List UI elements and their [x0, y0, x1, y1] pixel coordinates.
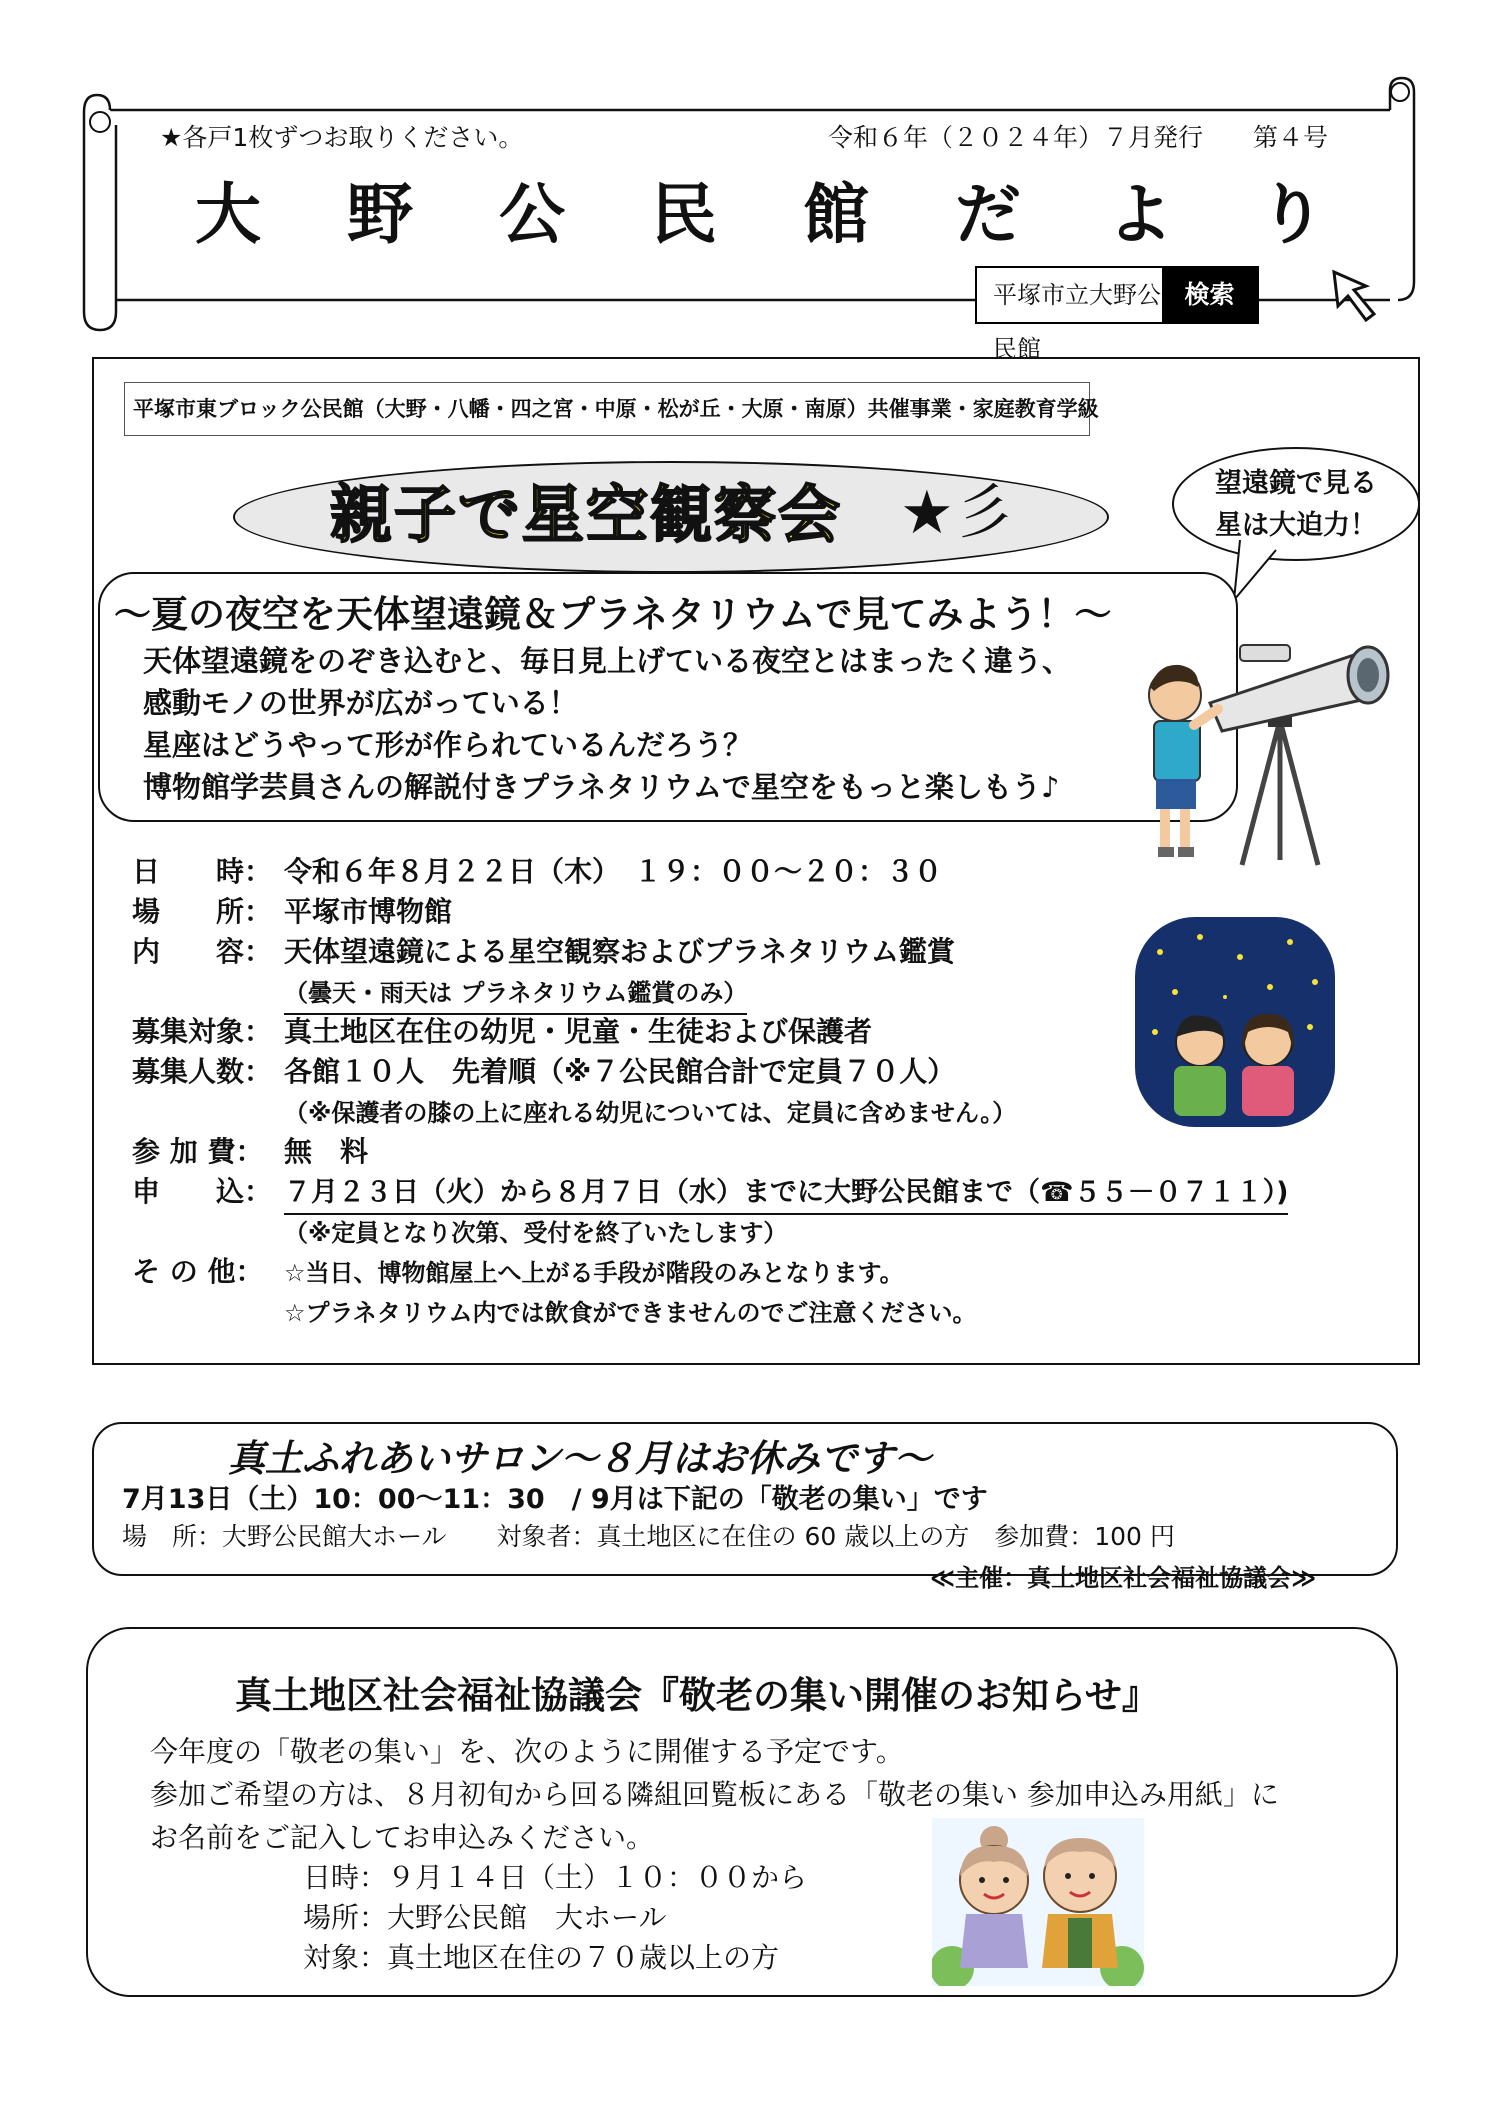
event-title: 親子で星空観察会: [330, 478, 843, 551]
description-line: 天体望遠鏡をのぞき込むと、毎日見上げている夜空とはまったく違う、: [143, 644, 1072, 678]
keiro-title: 真土地区社会福祉協議会『敬老の集い開催のお知らせ』: [235, 1674, 1159, 1717]
keiro-detail-line: 日時：９月１４日（土）１０：００から: [303, 1861, 808, 1894]
keiro-text-line: お名前をご記入してお申込みください。: [150, 1821, 655, 1854]
cursor-icon: [1330, 268, 1390, 328]
salon-organizer: ≪主催：真土地区社会福祉協議会≫: [930, 1564, 1317, 1592]
detail-row-other: [132, 1252, 904, 1292]
title-char: り: [1259, 176, 1325, 253]
detail-row-content-note: [132, 972, 747, 1012]
elderly-couple-illustration: [932, 1818, 1144, 1986]
keiro-details: [303, 1858, 807, 1978]
detail-value: 各館１０人 先着順（※７公民館合計で定員７０人）: [284, 1055, 956, 1088]
event-description: [143, 640, 1071, 808]
newsletter-title: [195, 175, 1325, 255]
salon-title: 真土ふれあいサロン～８月はお休みです～: [228, 1437, 931, 1480]
detail-label: 参 加 費：: [132, 1135, 264, 1168]
detail-label: 募集人数：: [132, 1055, 273, 1088]
detail-row-application-note: [132, 1212, 787, 1252]
detail-label: 場 所：: [132, 895, 273, 928]
detail-row-fee: [132, 1132, 368, 1172]
title-char: だ: [955, 176, 1021, 253]
detail-label: そ の 他：: [132, 1255, 264, 1288]
description-line: 感動モノの世界が広がっている！: [143, 686, 578, 720]
detail-label: 募集対象：: [132, 1015, 273, 1048]
detail-value: 無 料: [284, 1135, 369, 1168]
title-char: 館: [803, 176, 869, 253]
keiro-text-line: 今年度の「敬老の集い」を、次のように開催する予定です。: [150, 1735, 904, 1768]
detail-value: 平塚市博物館: [284, 895, 453, 928]
keiro-detail-line: 場所：大野公民館 大ホール: [303, 1901, 667, 1934]
title-char: 野: [347, 176, 413, 253]
salon-details: 場 所：大野公民館大ホール 対象者：真土地区に在住の 60 歳以上の方 参加費：100 円: [122, 1522, 1175, 1551]
description-line: 博物館学芸員さんの解説付きプラネタリウムで星空をもっと楽しもう♪: [143, 770, 1060, 804]
detail-value: （※定員となり次第、受付を終了いたします）: [284, 1219, 788, 1247]
bubble-tail: [1230, 540, 1300, 610]
keiro-text-line: 参加ご希望の方は、８月初旬から回る隣組回覧板にある「敬老の集い 参加申込み用紙」に: [150, 1778, 1279, 1811]
detail-row-venue: [132, 892, 452, 932]
title-char: よ: [1107, 176, 1173, 253]
organizer-label: 平塚市東ブロック公民館（大野・八幡・四之宮・中原・松が丘・大原・南原）共催事業・家庭教育学級: [124, 382, 1090, 436]
detail-row-capacity-note: [132, 1092, 1016, 1132]
description-line: 星座はどうやって形が作られているんだろう？: [143, 728, 753, 762]
detail-row-datetime: [132, 852, 942, 892]
distribution-notice: ★各戸1枚ずつお取りください。: [160, 123, 524, 152]
search-graphic: [975, 266, 1259, 363]
search-query-text: 平塚市立大野公民館: [993, 281, 1161, 363]
planetarium-illustration: [1130, 912, 1340, 1132]
event-subtitle: ～夏の夜空を天体望遠鏡＆プラネタリウムで見てみよう！～: [114, 593, 1112, 636]
title-char: 公: [499, 176, 565, 253]
telescope-illustration: [1130, 625, 1415, 875]
detail-row-content: [132, 932, 955, 972]
detail-label: 申 込：: [132, 1175, 273, 1208]
bubble-line: 望遠鏡で見る: [1215, 468, 1377, 499]
title-char: 民: [651, 176, 717, 253]
detail-value: 真土地区在住の幼児・児童・生徒および保護者: [284, 1015, 873, 1048]
detail-value: （曇天・雨天は プラネタリウム鑑賞のみ）: [284, 973, 747, 1015]
issue-info: 令和６年（２０２４年）７月発行 第４号: [828, 123, 1329, 152]
bubble-line: 星は大迫力！: [1215, 510, 1377, 541]
detail-value: ７月２３日（火）から８月７日（水）までに大野公民館まで（☎５５－０７１１）): [284, 1173, 1288, 1215]
salon-datetime: 7月13日（土）10：00～11：30 / 9月は下記の「敬老の集い」です: [122, 1484, 988, 1515]
header-scroll: [0, 0, 1489, 363]
search-button-graphic: 検索: [1162, 268, 1257, 322]
detail-row-application: [132, 1172, 1288, 1212]
detail-label: 日 時：: [132, 855, 273, 888]
keiro-detail-line: 対象：真土地区在住の７０歳以上の方: [303, 1941, 780, 1974]
detail-row-capacity: [132, 1052, 955, 1092]
detail-label: 内 容：: [132, 935, 273, 968]
detail-value: ☆プラネタリウム内では飲食ができませんのでご注意ください。: [284, 1299, 977, 1327]
detail-value: 令和６年８月２２日（木） １９：００～２０：３０: [284, 855, 943, 888]
title-char: 大: [195, 176, 261, 253]
detail-row-target: [132, 1012, 872, 1052]
detail-value: 天体望遠鏡による星空観察およびプラネタリウム鑑賞: [284, 935, 955, 968]
detail-row-other-2: [132, 1292, 977, 1332]
shooting-star-icon: ★彡: [900, 478, 1014, 548]
detail-value: （※保護者の膝の上に座れる幼児については、定員に含めません。）: [284, 1099, 1017, 1127]
detail-value: ☆当日、博物館屋上へ上がる手段が階段のみとなります。: [284, 1259, 904, 1287]
